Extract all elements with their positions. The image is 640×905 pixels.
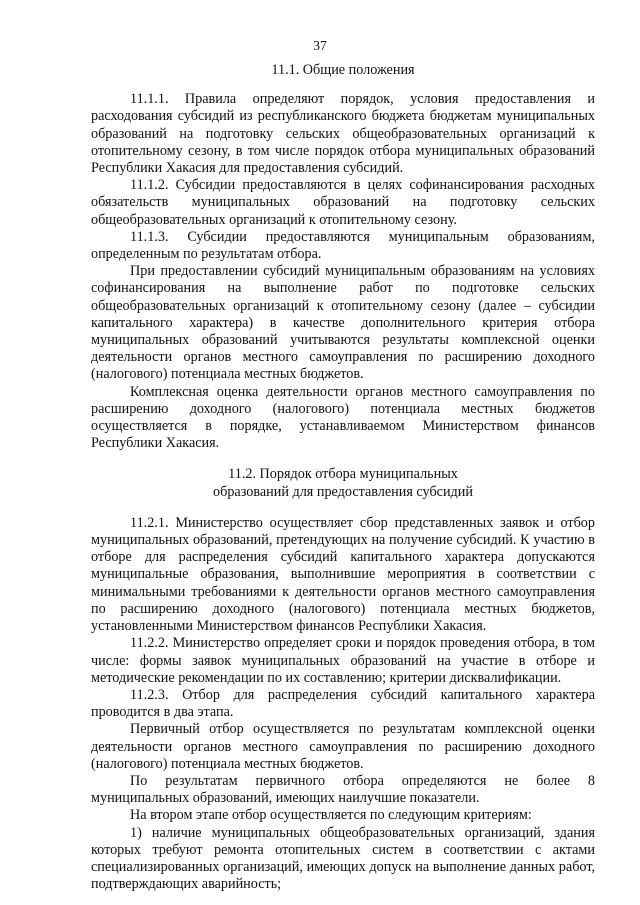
- paragraph: 1) наличие муниципальных общеобразовательных организаций, здания которых требуют ремонта отопительных систем в соответствии с актами специализированных организаций, имеющих допуск на выполнение данных работ, подтверждающих аварийность;: [91, 824, 595, 893]
- section-general: [91, 91, 595, 452]
- document-body: [91, 62, 595, 893]
- section-heading-line: 11.2. Порядок отбора муниципальных: [228, 466, 458, 483]
- paragraph: 11.1.2. Субсидии предоставляются в целях софинансирования расходных обязательств муниципальных образований на подготовку сельских общеобразовательных организаций к отопительному сезону.: [91, 177, 595, 228]
- paragraph: 11.2.1. Министерство осуществляет сбор представленных заявок и отбор муниципальных образований, претендующих на получение субсидий. К участию в отборе для распределения субсидий капитального характера допускаются муниципальные образования, выполнившие мероприятия в соответствии с минимальными требованиями к деятельности органов местного самоуправления по расширению доходного (налогового) потенциала местных бюджетов, установленными Министерством финансов Республики Хакасия.: [91, 514, 595, 635]
- section-heading-line: образований для предоставления субсидий: [213, 483, 473, 500]
- paragraph: 11.2.3. Отбор для распределения субсидий капитального характера проводится в два этапа.: [91, 686, 595, 721]
- paragraph: 11.2.2. Министерство определяет сроки и порядок проведения отбора, в том числе: формы заявок муниципальных образований на участие в отборе и методические рекомендации по их составлению; критерии дисквалификации.: [91, 635, 595, 686]
- paragraph: 11.1.1. Правила определяют порядок, условия предоставления и расходования субсидий из республиканского бюджета бюджетам муниципальных образований на подготовку сельских общеобразовательных организаций к отопительному сезону, в том числе порядок отбора муниципальных образований Республики Хакасия для предоставления субсидий.: [91, 91, 595, 177]
- paragraph: При предоставлении субсидий муниципальным образованиям на условиях софинансирования на выполнение работ по подготовке сельских общеобразовательных организаций к отопительному сезону (далее – субсидии капитального характера) в качестве дополнительного критерия отбора муниципальных образований учитываются результаты комплексной оценки деятельности органов местного самоуправления по расширению доходного (налогового) потенциала местных бюджетов.: [91, 263, 595, 383]
- paragraph: Комплексная оценка деятельности органов местного самоуправления по расширению доходного (налогового) потенциала местных бюджетов осуществляется в порядке, устанавливаемом Министерством финансов Республики Хакасия.: [91, 383, 595, 452]
- paragraph: 11.1.3. Субсидии предоставляются муниципальным образованиям, определенным по результатам отбора.: [91, 228, 595, 263]
- paragraph: На втором этапе отбор осуществляется по следующим критериям:: [130, 807, 532, 824]
- paragraph: Первичный отбор осуществляется по результатам комплексной оценки деятельности органов местного самоуправления по расширению доходного (налогового) потенциала местных бюджетов.: [91, 721, 595, 772]
- section-heading-selection: [91, 466, 595, 500]
- paragraph: По результатам первичного отбора определяются не более 8 муниципальных образований, имеющих наилучшие показатели.: [91, 772, 595, 807]
- section-heading-general: 11.1. Общие положения: [271, 62, 415, 78]
- section-selection: [91, 515, 595, 893]
- page-number: 37: [313, 38, 327, 53]
